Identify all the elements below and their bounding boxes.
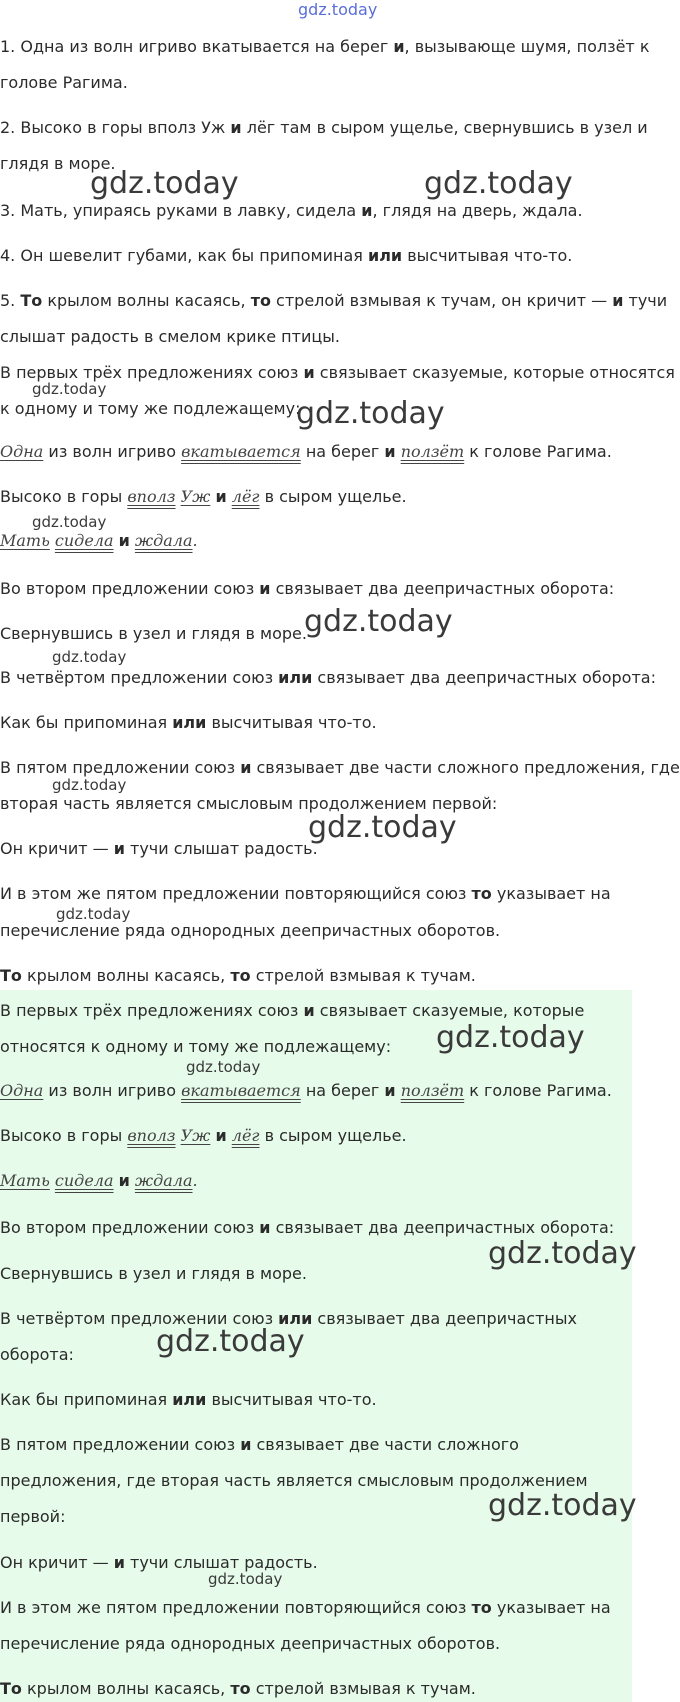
marked-word: и (118, 1171, 130, 1190)
text-segment: к одному и тому же подлежащему: (0, 399, 301, 418)
answer-line (0, 1170, 198, 1192)
marked-word: сидела (54, 531, 114, 550)
explanation-line (0, 667, 656, 689)
text-segment: В первых трёх предложениях союз (0, 1001, 304, 1020)
explanation-line (0, 441, 612, 463)
marked-word: или (278, 668, 313, 687)
text-segment: В пятом предложении союз (0, 758, 241, 777)
marked-word: Мать (0, 531, 50, 550)
marked-word: и (230, 118, 242, 137)
watermark: gdz.today (308, 810, 457, 845)
answer-line (0, 1036, 391, 1058)
text-segment: связывает две части сложного (251, 1435, 519, 1454)
text-segment: связывает два деепричастных оборота: (270, 1218, 615, 1237)
text-segment: связывает два деепричастных (312, 1309, 577, 1328)
header-watermark: gdz.today (298, 0, 378, 19)
watermark: gdz.today (90, 166, 239, 201)
answer-line (0, 1344, 74, 1366)
text-segment: предложения, где вторая часть является смысловым продолжением (0, 1471, 588, 1490)
marked-word: то (471, 884, 492, 903)
marked-word: Одна (0, 1081, 44, 1100)
text-segment: перечисление ряда однородных деепричастных оборотов. (0, 1634, 501, 1653)
text-segment: на берег (300, 442, 385, 461)
marked-word: ждала (134, 531, 193, 550)
marked-word: Уж (180, 1126, 211, 1145)
sentence-line (0, 245, 572, 267)
text-segment: В пятом предложении союз (0, 1435, 241, 1454)
sentence-line (0, 326, 340, 348)
text-segment: И в этом же пятом предложении повторяющийся союз (0, 884, 472, 903)
explanation-line (0, 578, 614, 600)
text-segment: , глядя на дверь, ждала. (372, 201, 583, 220)
text-segment: связывает сказуемые, которые (314, 1001, 585, 1020)
marked-word: вкатывается (181, 442, 301, 461)
watermark: gdz.today (156, 1324, 305, 1359)
text-segment: , вызывающе шумя, ползёт к (404, 37, 650, 56)
watermark: gdz.today (56, 905, 131, 923)
text-segment: к голове Рагима. (464, 1081, 612, 1100)
marked-word: и (384, 1081, 396, 1100)
marked-word: и (384, 442, 396, 461)
sentence-line (0, 117, 648, 139)
text-segment: связывает два деепричастных оборота: (312, 668, 656, 687)
answer-line (0, 1080, 612, 1102)
answer-line (0, 1506, 65, 1528)
text-segment: высчитывая что-то. (206, 1390, 377, 1409)
marked-word: и (118, 531, 130, 550)
marked-word: То (0, 1679, 22, 1698)
marked-word: вполз (127, 1126, 176, 1145)
text-segment: вторая часть является смысловым продолжением первой: (0, 794, 498, 813)
text-segment: в сыром ущелье. (259, 1126, 407, 1145)
explanation-line (0, 486, 407, 508)
marked-word: и (113, 839, 125, 858)
sentence-line (0, 72, 128, 94)
text-segment: высчитывая что-то. (206, 713, 377, 732)
text-segment: крылом волны касаясь, (21, 966, 231, 985)
marked-word: и (612, 291, 624, 310)
marked-word: и (361, 201, 373, 220)
watermark: gdz.today (186, 1058, 261, 1076)
text-segment: Он кричит — (0, 839, 114, 858)
answer-line (0, 1633, 500, 1655)
answer-line (0, 1263, 307, 1285)
text-segment: Во втором предложении союз (0, 1218, 260, 1237)
marked-word: вполз (127, 487, 176, 506)
marked-word: Уж (180, 487, 211, 506)
text-segment: Свернувшись в узел и глядя в море. (0, 1264, 307, 1283)
explanation-line (0, 883, 611, 905)
text-segment: указывает на (491, 884, 611, 903)
answer-line (0, 1434, 519, 1456)
marked-word: и (240, 758, 252, 777)
watermark: gdz.today (488, 1236, 637, 1271)
explanation-line (0, 838, 318, 860)
marked-word: или (172, 1390, 207, 1409)
watermark: gdz.today (424, 166, 573, 201)
text-segment: И в этом же пятом предложении повторяющийся союз (0, 1598, 472, 1617)
text-segment: 5. (0, 291, 21, 310)
text-segment: слышат радость в смелом крике птицы. (0, 327, 340, 346)
marked-word: то (230, 966, 251, 985)
text-segment: относятся к одному и тому же подлежащему: (0, 1037, 392, 1056)
marked-word: или (278, 1309, 313, 1328)
watermark: gdz.today (32, 380, 107, 398)
watermark: gdz.today (488, 1488, 637, 1523)
watermark: gdz.today (296, 396, 445, 431)
marked-word: и (303, 1001, 315, 1020)
text-segment: голове Рагима. (0, 73, 128, 92)
text-segment: лёг там в сыром ущелье, свернувшись в узел и (241, 118, 648, 137)
text-segment: тучи (623, 291, 668, 310)
marked-word: и (215, 1126, 227, 1145)
text-segment: стрелой взмывая к тучам. (250, 1679, 476, 1698)
text-segment: из волн игриво (43, 1081, 182, 1100)
sentence-line (0, 200, 583, 222)
text-segment: на берег (300, 1081, 385, 1100)
watermark: gdz.today (52, 648, 127, 666)
text-segment: высчитывая что-то. (402, 246, 573, 265)
explanation-line (0, 623, 307, 645)
sentence-line (0, 36, 650, 58)
explanation-line (0, 965, 476, 987)
explanation-line (0, 712, 377, 734)
marked-word: и (113, 1553, 125, 1572)
marked-word: то (230, 1679, 251, 1698)
marked-word: и (303, 363, 315, 382)
answer-line (0, 1000, 584, 1022)
marked-word: Мать (0, 1171, 50, 1190)
text-segment: Свернувшись в узел и глядя в море. (0, 624, 307, 643)
marked-word: ползёт (400, 442, 465, 461)
marked-word: и (259, 1218, 271, 1237)
answer-line (0, 1389, 377, 1411)
sentence-line (0, 290, 667, 312)
marked-word: лёг (231, 1126, 260, 1145)
text-segment: связывает две части сложного предложения, где (251, 758, 680, 777)
answer-line (0, 1678, 476, 1700)
text-segment: указывает на (491, 1598, 611, 1617)
text-segment: В первых трёх предложениях союз (0, 363, 304, 382)
text-segment: крылом волны касаясь, (21, 1679, 231, 1698)
text-segment: к голове Рагима. (464, 442, 612, 461)
text-segment: крылом волны касаясь, (42, 291, 251, 310)
text-segment: В четвёртом предложении союз (0, 668, 279, 687)
marked-word: лёг (231, 487, 260, 506)
marked-word: . (192, 1171, 198, 1190)
watermark: gdz.today (208, 1570, 283, 1588)
text-segment: Высоко в горы (0, 487, 128, 506)
marked-word: То (0, 966, 22, 985)
marked-word: или (172, 713, 207, 732)
text-segment: стрелой взмывая к тучам. (250, 966, 476, 985)
marked-word: сидела (54, 1171, 114, 1190)
text-segment: 1. Одна из волн игриво вкатывается на берег (0, 37, 394, 56)
text-segment: Как бы припоминая (0, 1390, 173, 1409)
text-segment: 3. Мать, упираясь руками в лавку, сидела (0, 201, 362, 220)
marked-word: то (250, 291, 271, 310)
marked-word: вкатывается (181, 1081, 301, 1100)
marked-word: ползёт (400, 1081, 465, 1100)
watermark: gdz.today (52, 776, 127, 794)
text-segment: 2. Высоко в горы вполз Уж (0, 118, 231, 137)
text-segment: перечисление ряда однородных деепричастных оборотов. (0, 921, 501, 940)
text-segment: Во втором предложении союз (0, 579, 260, 598)
marked-word: и (215, 487, 227, 506)
text-segment: первой: (0, 1507, 66, 1526)
marked-word: и (240, 1435, 252, 1454)
marked-word: или (367, 246, 403, 265)
marked-word: и (259, 579, 271, 598)
text-segment: Он кричит — (0, 1553, 114, 1572)
text-segment: из волн игриво (43, 442, 182, 461)
explanation-line (0, 530, 198, 552)
marked-word: и (393, 37, 405, 56)
text-segment: Высоко в горы (0, 1126, 128, 1145)
text-segment: тучи слышат радость. (124, 1553, 318, 1572)
explanation-line (0, 398, 300, 420)
text-segment: В четвёртом предложении союз (0, 1309, 279, 1328)
text-segment: глядя в море. (0, 154, 116, 173)
text-segment: 4. Он шевелит губами, как бы припоминая (0, 246, 368, 265)
text-segment: связывает два деепричастных оборота: (270, 579, 615, 598)
marked-word: то (471, 1598, 492, 1617)
marked-word: То (20, 291, 43, 310)
marked-word: Одна (0, 442, 44, 461)
watermark: gdz.today (436, 1020, 585, 1055)
answer-line (0, 1125, 407, 1147)
text-segment: связывает сказуемые, которые относятся (314, 363, 675, 382)
explanation-line (0, 920, 500, 942)
text-segment: тучи слышат радость. (124, 839, 318, 858)
marked-word: ждала (134, 1171, 193, 1190)
text-segment: в сыром ущелье. (259, 487, 407, 506)
text-segment: Как бы припоминая (0, 713, 173, 732)
watermark: gdz.today (32, 513, 107, 531)
answer-line (0, 1597, 611, 1619)
marked-word: . (192, 531, 198, 550)
text-segment: стрелой взмывая к тучам, он кричит — (270, 291, 613, 310)
text-segment: оборота: (0, 1345, 74, 1364)
watermark: gdz.today (304, 604, 453, 639)
